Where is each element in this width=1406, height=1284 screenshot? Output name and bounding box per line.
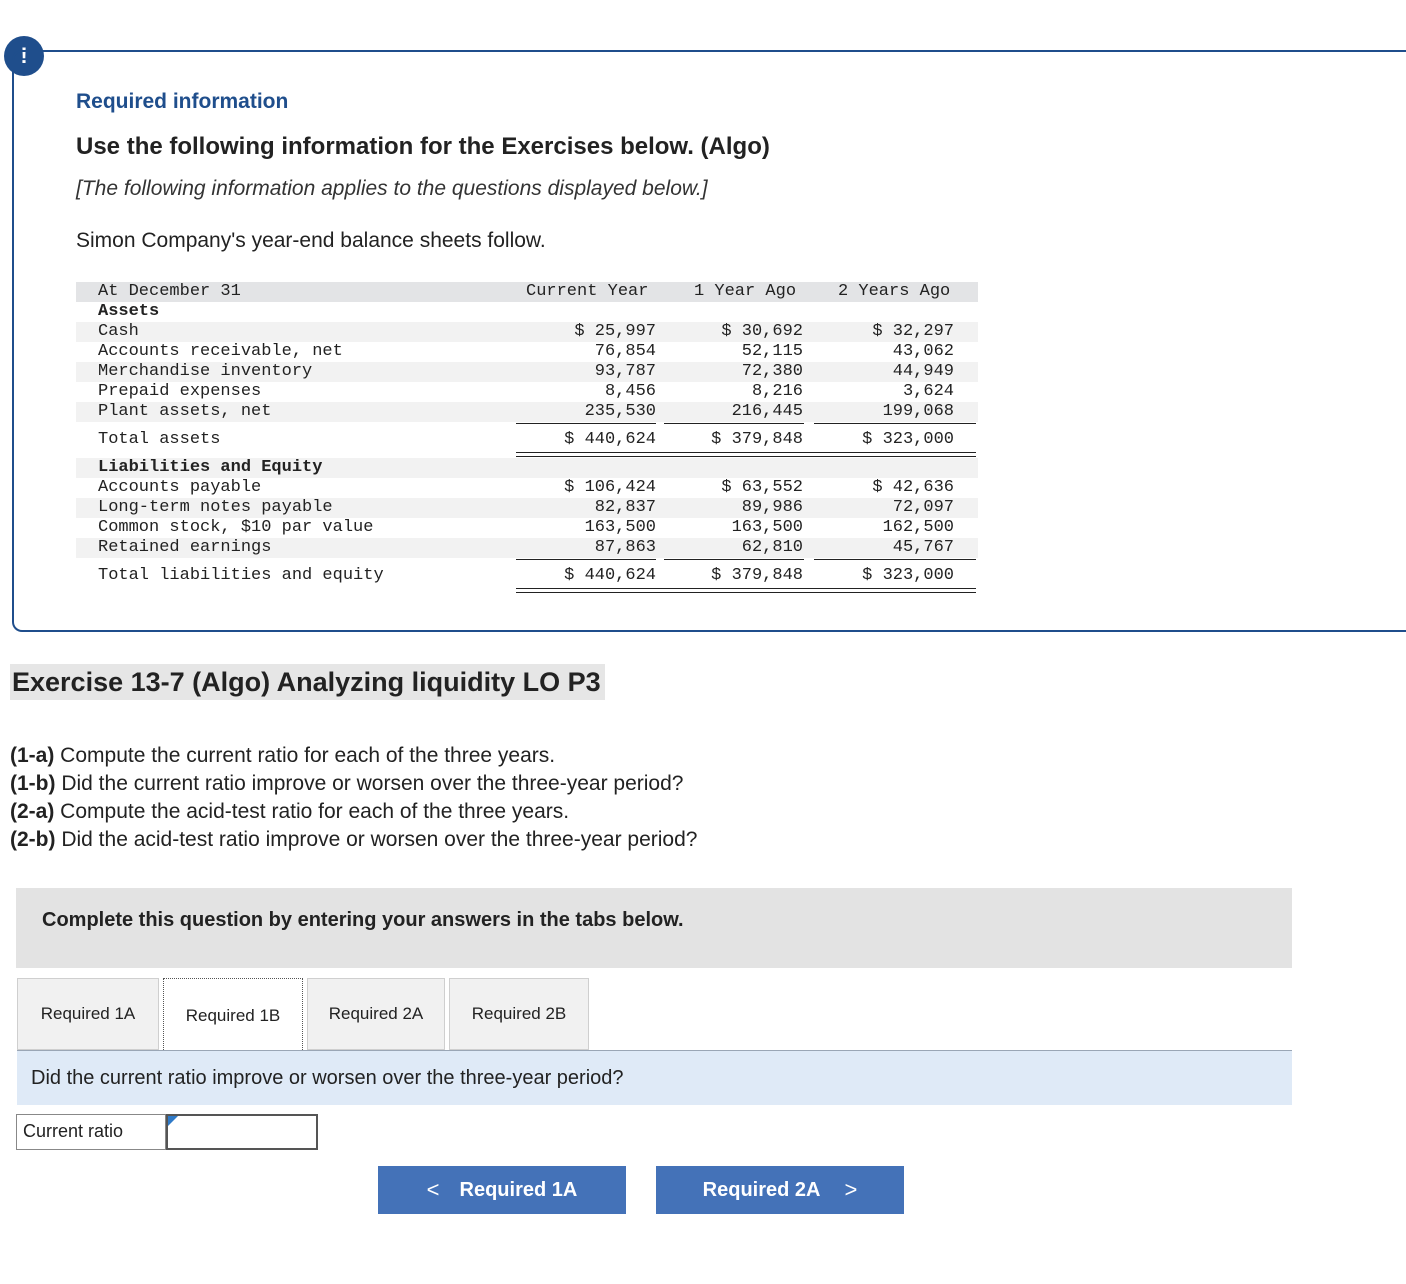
question-text: Compute the current ratio for each of the three years.: [54, 744, 556, 767]
cell-2-years-ago: $ 32,297: [872, 322, 954, 341]
cell-2-years-ago: $ 323,000: [862, 430, 954, 449]
question-item: [10, 770, 697, 798]
chevron-right-icon: >: [844, 1177, 858, 1202]
complete-instructions: Complete this question by entering your answers in the tabs below.: [42, 909, 684, 931]
cell-1-year-ago: 52,115: [741, 342, 803, 361]
cell-2-years-ago: 45,767: [892, 538, 954, 557]
liabilities-heading: Liabilities and Equity: [98, 458, 323, 477]
cell-current-year: 163,500: [584, 518, 656, 537]
col-header-2-years-ago: 2 Years Ago: [838, 282, 951, 301]
table-row: [76, 382, 978, 402]
cell-2-years-ago: $ 42,636: [872, 478, 954, 497]
cell-2-years-ago: 199,068: [882, 402, 954, 421]
subtotal-rule: [664, 559, 804, 560]
chevron-left-icon: <: [426, 1177, 440, 1202]
cell-2-years-ago: 3,624: [902, 382, 954, 401]
cell-current-year: 87,863: [594, 538, 656, 557]
cell-1-year-ago: 89,986: [741, 498, 803, 517]
cell-current-year: $ 440,624: [564, 430, 656, 449]
table-row: [76, 538, 978, 558]
row-label: Common stock, $10 par value: [98, 518, 374, 537]
table-header-row: [76, 282, 978, 302]
subtotal-rule: [516, 559, 656, 560]
cell-1-year-ago: 8,216: [751, 382, 803, 401]
instructions-heading: Use the following information for the Exercises below. (Algo): [76, 133, 770, 160]
row-label: Plant assets, net: [98, 402, 272, 421]
subtotal-rule: [814, 559, 976, 560]
row-label: Total assets: [98, 430, 221, 449]
subtotal-rule: [814, 423, 976, 424]
question-text: Did the current ratio improve or worsen over the three-year period?: [55, 772, 684, 795]
row-label: Cash: [98, 322, 139, 341]
cell-1-year-ago: 216,445: [731, 402, 803, 421]
tab-required-2b[interactable]: Required 2B: [449, 978, 589, 1050]
question-item: [10, 798, 697, 826]
question-tag: (1-b): [10, 772, 56, 795]
cell-current-year: 93,787: [594, 362, 656, 381]
total-assets-row: [76, 430, 978, 450]
cell-2-years-ago: 72,097: [892, 498, 954, 517]
table-row: [76, 322, 978, 342]
cell-current-year: 235,530: [584, 402, 656, 421]
total-liabilities-row: [76, 566, 978, 586]
question-prompt: Did the current ratio improve or worsen over the three-year period?: [31, 1067, 624, 1089]
question-prompt-bar: [17, 1051, 1292, 1105]
prev-required-1a-button[interactable]: [378, 1166, 626, 1214]
cell-1-year-ago: $ 30,692: [721, 322, 803, 341]
liabilities-heading-row: [76, 458, 978, 478]
table-row: [76, 518, 978, 538]
cell-current-year: $ 440,624: [564, 566, 656, 585]
cell-current-year: 76,854: [594, 342, 656, 361]
row-label: Prepaid expenses: [98, 382, 262, 401]
row-label: Long-term notes payable: [98, 498, 333, 517]
table-row: [76, 362, 978, 382]
cell-current-year: 82,837: [594, 498, 656, 517]
cell-2-years-ago: 43,062: [892, 342, 954, 361]
cell-2-years-ago: 162,500: [882, 518, 954, 537]
tab-required-1b[interactable]: Required 1B: [163, 978, 303, 1052]
complete-instructions-box: [16, 888, 1292, 968]
question-item: [10, 742, 697, 770]
row-label: Merchandise inventory: [98, 362, 313, 381]
cell-1-year-ago: $ 379,848: [711, 566, 803, 585]
row-label: Accounts payable: [98, 478, 262, 497]
cell-current-year: $ 25,997: [574, 322, 656, 341]
cell-current-year: $ 106,424: [564, 478, 656, 497]
current-ratio-answer-input[interactable]: [166, 1114, 318, 1150]
cell-2-years-ago: 44,949: [892, 362, 954, 381]
table-row: [76, 478, 978, 498]
next-required-2a-button[interactable]: [656, 1166, 904, 1214]
applies-note: [The following information applies to the questions displayed below.]: [76, 177, 708, 200]
question-item: [10, 826, 697, 854]
table-row: [76, 402, 978, 422]
tab-required-1a[interactable]: Required 1A: [17, 978, 159, 1050]
question-tag: (2-a): [10, 800, 55, 823]
col-header-current-year: Current Year: [526, 282, 649, 301]
answer-label: Current ratio: [16, 1114, 166, 1150]
total-double-rule: [516, 452, 976, 457]
subtotal-rule: [664, 423, 804, 424]
alert-icon: !: [4, 36, 44, 76]
question-text: Did the acid-test ratio improve or worsen over the three-year period?: [55, 828, 698, 851]
required-info-heading: Required information: [76, 90, 289, 113]
cell-1-year-ago: 163,500: [731, 518, 803, 537]
exercise-title: Exercise 13-7 (Algo) Analyzing liquidity LO P3: [10, 664, 605, 700]
input-marker-icon: [168, 1116, 178, 1126]
question-text: Compute the acid-test ratio for each of the three years.: [54, 800, 570, 823]
tab-required-2a[interactable]: Required 2A: [307, 978, 445, 1050]
cell-2-years-ago: $ 323,000: [862, 566, 954, 585]
col-header-1-year-ago: 1 Year Ago: [694, 282, 797, 301]
question-tag: (2-b): [10, 828, 56, 851]
total-double-rule: [516, 588, 976, 593]
intro-text: Simon Company's year-end balance sheets follow.: [76, 229, 546, 252]
question-list: [10, 742, 697, 854]
row-label: Accounts receivable, net: [98, 342, 343, 361]
cell-1-year-ago: $ 379,848: [711, 430, 803, 449]
question-tag: (1-a): [10, 744, 55, 767]
row-label: Total liabilities and equity: [98, 566, 384, 585]
subtotal-rule: [516, 423, 656, 424]
assets-heading-row: [76, 302, 978, 322]
cell-1-year-ago: 72,380: [741, 362, 803, 381]
table-row: [76, 342, 978, 362]
cell-1-year-ago: $ 63,552: [721, 478, 803, 497]
row-label: Retained earnings: [98, 538, 272, 557]
header-label: At December 31: [98, 282, 241, 301]
assets-heading: Assets: [98, 302, 160, 321]
cell-current-year: 8,456: [604, 382, 656, 401]
table-row: [76, 498, 978, 518]
next-button-label: Required 2A: [702, 1178, 821, 1201]
answer-row: [16, 1114, 318, 1150]
cell-1-year-ago: 62,810: [741, 538, 803, 557]
prev-button-label: Required 1A: [459, 1178, 578, 1201]
